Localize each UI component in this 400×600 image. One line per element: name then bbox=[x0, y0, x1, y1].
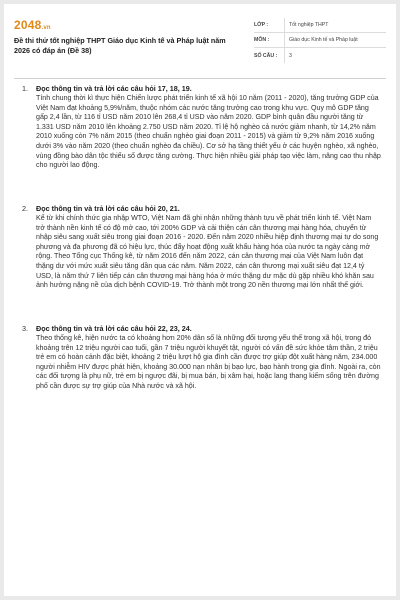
exam-meta-table bbox=[254, 18, 386, 63]
question-title: Đọc thông tin và trả lời các câu hỏi 20, 21. bbox=[36, 204, 180, 213]
exam-title: Đề thi thử tốt nghiệp THPT Giáo dục Kinh tế và Pháp luật năm 2026 có đáp án (Đề 38) bbox=[14, 36, 226, 55]
header-divider bbox=[14, 78, 386, 79]
document-page bbox=[4, 4, 396, 596]
question-number: 1. bbox=[22, 84, 28, 93]
site-logo[interactable] bbox=[14, 18, 51, 32]
question-body bbox=[36, 204, 382, 291]
meta-row-subject bbox=[254, 33, 386, 48]
question-number: 2. bbox=[22, 204, 28, 213]
logo-suffix: .vn bbox=[41, 25, 51, 31]
meta-value: Giáo dục Kinh tế và Pháp luật bbox=[284, 33, 386, 47]
question-text: Theo thống kê, hiện nước ta có khoảng hơn 20% dân số là những đối tượng yếu thế trong xã hội, trong đó khoảng trên 12 triệu người cao tuổi, gần 7 triệu người khuyết tật, người có vấn đề sức khỏe tâm thần, 2 triệu trẻ em có hoàn cảnh đặc biệt, khoảng 2 triệu lượt hộ gia đình cần được trợ giúp đột xuất hàng năm, 234.000 người nhiễm HIV được phát hiện, khoảng 30.000 nạn nhân bị bạo lực, bạo hành trong gia đình. Ngoài ra, còn các đối tượng là phụ nữ, trẻ em bị ngược đãi, bị mua bán, bị xâm hại, hoặc lang thang kiếm sống trên đường phố cần được sự trợ giúp của Nhà nước và xã hội. bbox=[36, 334, 381, 390]
question-title: Đọc thông tin và trả lời các câu hỏi 17, 18, 19. bbox=[36, 84, 192, 93]
meta-row-class bbox=[254, 18, 386, 33]
question-number: 3. bbox=[22, 324, 28, 333]
meta-row-count bbox=[254, 48, 386, 63]
meta-label: MÔN : bbox=[254, 37, 270, 43]
meta-label: LỚP : bbox=[254, 22, 269, 28]
question-text: Tính chung thời kì thực hiện Chiến lược phát triển kinh tế xã hội 10 năm (2011 - 2020), tăng trưởng GDP của Việt Nam đạt khoảng 5,9%/năm, thuộc nhóm các nước tăng trưởng cao trong khu vực. Quy mô GDP tăng gấp 2,4 lần, từ 116 tỉ USD năm 2010 lên 268,4 tỉ USD vào năm 2020. GDP bình quân đầu người tăng từ 1.331 USD năm 2010 lên khoảng 2.750 USD năm 2020. Tỉ lệ hộ nghèo cả nước giảm nhanh, từ 14,2% năm 2010 xuống còn 7% năm 2015 (theo chuẩn nghèo giai đoạn 2011 - 2015) và giảm từ 9,2% năm 2016 xuống dưới 3% vào năm 2020 (theo chuẩn nghèo đa chiều). Cơ sở hạ tầng thiết yếu ở các huyện nghèo, xã nghèo, vùng đồng bào dân tộc thiểu số được tăng cường. Thực hiện nhiều giải pháp tạo việc làm, nâng cao thu nhập cho người lao động. bbox=[36, 94, 381, 170]
meta-value: 3 bbox=[284, 48, 386, 63]
question-text: Kể từ khi chính thức gia nhập WTO, Việt Nam đã ghi nhận những thành tựu về phát triển kinh tế. Việt Nam trở thành nền kinh tế có độ mở cao, tới 200% GDP và cải thiện cán cân thương mại hàng hóa, chuyển từ nhập siêu sang xuất siêu trong giai đoạn 2016 - 2020. Đến năm 2020 nhiều hiệp định thương mại tự do song phương và đa phương đã có hiệu lực, thúc đẩy hoạt động xuất khẩu hàng hóa của nước ta ngày càng mở rộng. Theo Tổng cục Thống kê, từ năm 2016 đến năm 2022, cán cân thương mại của Việt Nam luôn đạt thặng dư với mức xuất siêu tăng dần qua các năm. Năm 2022, cán cân thương mại xuất siêu đạt 12,4 tỷ USD, là năm thứ 7 liên tiếp cán cân thương mại hàng hóa ở mức thặng dư mặc dù gặp nhiều khó khăn sau ảnh hưởng nặng nề của dịch bệnh COVID-19. Trở thành một trong 20 nền thương mại lớn nhất thế giới. bbox=[36, 214, 379, 290]
meta-label: SỐ CÂU : bbox=[254, 52, 278, 59]
logo-main: 2048 bbox=[14, 18, 42, 32]
meta-value: Tốt nghiệp THPT bbox=[284, 18, 386, 32]
question-body bbox=[36, 84, 382, 171]
question-body bbox=[36, 324, 382, 392]
question-title: Đọc thông tin và trả lời các câu hỏi 22, 23, 24. bbox=[36, 324, 192, 333]
document-header bbox=[14, 14, 386, 74]
